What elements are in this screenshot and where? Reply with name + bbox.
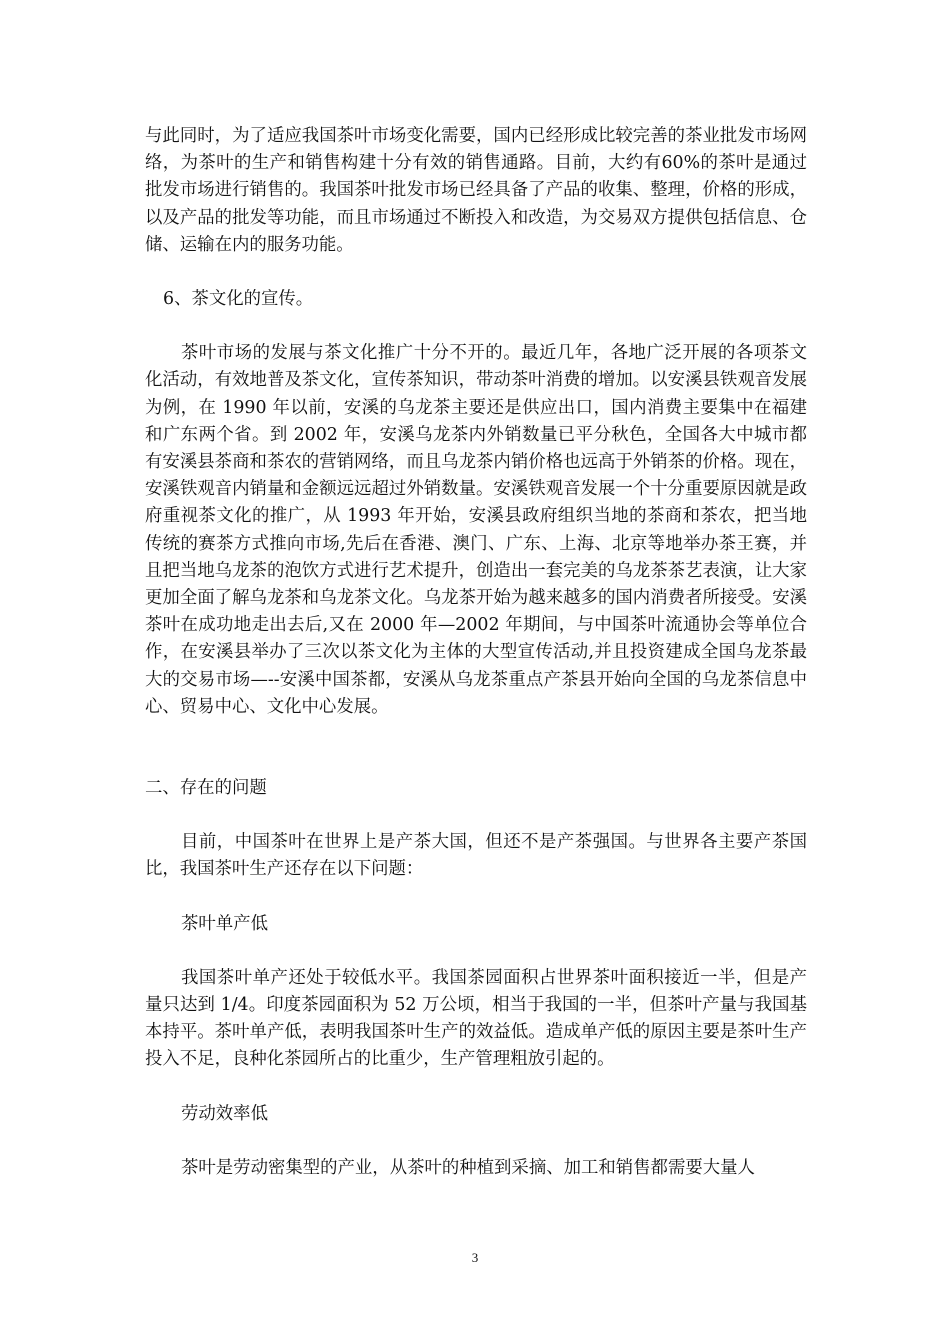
section-title-problems: 二、存在的问题 [145, 778, 267, 799]
paragraph-low-yield: 我国茶叶单产还处于较低水平。我国茶园面积占世界茶叶面积接近一半，但是产量只达到 1/4。印度茶园面积为 52 万公顷，相当于我国的一半，但茶叶产量与我国基本持平。茶叶单产低，表明我国茶叶生产的效益低。造成单产低的原因主要是茶叶生产投入不足，良种化茶园所占的比重少，生产管理粗放引起的。 [145, 967, 807, 1070]
spacer [145, 884, 807, 911]
paragraph-problems-intro: 目前，中国茶叶在世界上是产茶大国，但还不是产茶强国。与世界各主要产茶国比，我国茶叶生产还存在以下问题： [145, 832, 807, 880]
subheading-low-yield: 茶叶单产低 [181, 913, 268, 934]
page-body [145, 123, 807, 1182]
spacer [145, 259, 807, 286]
spacer [145, 1128, 807, 1155]
spacer [145, 802, 807, 829]
spacer [145, 938, 807, 965]
heading-tea-culture-promotion: 6、茶文化的宣传。 [163, 289, 314, 310]
spacer [145, 1074, 807, 1101]
page-number: 3 [471, 1250, 479, 1265]
paragraph-tea-culture: 茶叶市场的发展与茶文化推广十分不开的。最近几年，各地广泛开展的各项茶文化活动，有效地普及茶文化，宣传茶知识，带动茶叶消费的增加。以安溪县铁观音发展为例，在 1990 年以前，安溪的乌龙茶主要还是供应出口，国内消费主要集中在福建和广东两个省。到 2002 年，安溪乌龙茶内外销数量已平分秋色，全国各大中城市都有安溪县茶商和茶农的营销网络，而且乌龙茶内销价格也远高于外销茶的价格。现在，安溪铁观音内销量和金额远远超过外销数量。安溪铁观音发展一个十分重要原因就是政府重视茶文化的推广，从 1993 年开始，安溪县政府组织当地的茶商和茶农，把当地传统的赛茶方式推向市场,先后在香港、澳门、广东、上海、北京等地举办茶王赛，并且把当地乌龙茶的泡饮方式进行艺术提升，创造出一套完美的乌龙茶茶艺表演，让大家更加全面了解乌龙茶和乌龙茶文化。乌龙茶开始为越来越多的国内消费者所接受。安溪茶叶在成功地走出去后,又在 2000 年—2002 年期间，与中国茶叶流通协会等单位合作，在安溪县举办了三次以茶文化为主体的大型宣传活动,并且投资建成全国乌龙茶最大的交易市场—--安溪中国茶都，安溪从乌龙茶重点产茶县开始向全国的乌龙茶信息中心、贸易中心、文化中心发展。 [145, 343, 807, 717]
paragraph-wholesale-market: 与此同时，为了适应我国茶叶市场变化需要，国内已经形成比较完善的茶业批发市场网络，为茶叶的生产和销售构建十分有效的销售通路。目前，大约有60%的茶叶是通过批发市场进行销售的。我国茶叶批发市场已经具备了产品的收集、整理，价格的形成，以及产品的批发等功能，而且市场通过不断投入和改造，为交易双方提供包括信息、仓储、运输在内的服务功能。 [145, 126, 807, 255]
subheading-low-labor-efficiency: 劳动效率低 [181, 1103, 268, 1124]
spacer [145, 721, 807, 775]
spacer [145, 313, 807, 340]
paragraph-labor-intensive: 茶叶是劳动密集型的产业，从茶叶的种植到采摘、加工和销售都需要大量人 [181, 1157, 755, 1178]
